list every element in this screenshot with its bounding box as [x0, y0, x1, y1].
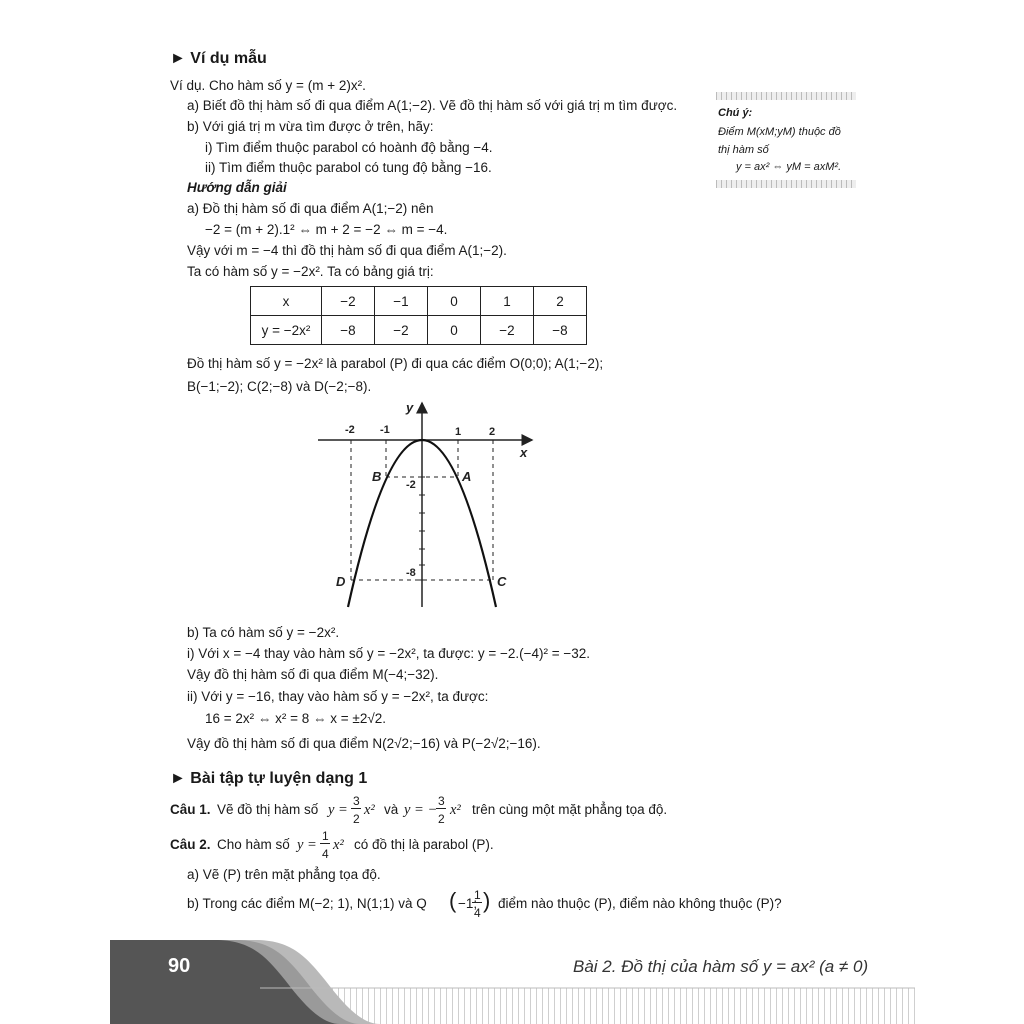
tick-label-x-2: 2 — [489, 426, 496, 438]
exercise-2-text-a: Cho hàm số — [217, 837, 290, 852]
section-title: ► Ví dụ mẫu — [170, 50, 267, 67]
footer-band — [110, 940, 915, 1024]
exercise-1-x1: x² — [364, 802, 375, 818]
exercise-1-den2: 2 — [438, 812, 445, 826]
exercise-1-y1: y = — [328, 802, 348, 818]
note-bottom-border — [716, 180, 856, 188]
example-intro: Ví dụ. Cho hàm số y = (m + 2)x². — [170, 78, 366, 93]
exercise-1-num2: 3 — [438, 794, 445, 808]
exercise-1-den1: 2 — [353, 812, 360, 826]
table-cell: 1 — [481, 287, 534, 316]
table-cell: −2 — [375, 316, 428, 345]
exercise-2-text-b: có đồ thị là parabol (P). — [354, 837, 494, 852]
value-table — [250, 286, 587, 345]
fraction-bar — [351, 808, 361, 809]
solution-b1: b) Ta có hàm số y = −2x². — [187, 625, 340, 640]
solution-b4: ii) Với y = −16, thay vào hàm số y = −2x², ta được: — [187, 689, 489, 704]
section-title-exercises: ► Bài tập tự luyện dạng 1 — [170, 770, 368, 787]
note-top-border — [716, 92, 856, 100]
exercise-1-text-a: Vẽ đồ thị hàm số — [217, 802, 319, 817]
exercise-2-part-b2: điểm nào thuộc (P), điểm nào không thuộc (P)? — [498, 896, 782, 911]
table-cell: −2 — [481, 316, 534, 345]
exercise-2-num: 1 — [322, 829, 329, 843]
exercise-1-label: Câu 1. — [170, 802, 211, 817]
fraction-bar — [436, 808, 446, 809]
parabola-graph — [300, 395, 540, 615]
table-cell: −8 — [534, 316, 587, 345]
exercise-2-den: 4 — [322, 847, 329, 861]
example-part-a: a) Biết đồ thị hàm số đi qua điểm A(1;−2). Vẽ đồ thị hàm số với giá trị m tìm được. — [187, 98, 678, 113]
point-label-d: D — [336, 574, 346, 589]
exercise-2-part-b1: b) Trong các điểm M(−2; 1), N(1;1) và Q — [187, 896, 427, 911]
table-cell: −8 — [322, 316, 375, 345]
exercise-2-x: x² — [333, 837, 344, 853]
example-part-bii: ii) Tìm điểm thuộc parabol có tung độ bằng −16. — [205, 160, 492, 175]
exercise-2-q-den: 4 — [474, 906, 481, 920]
solution-a2: −2 = (m + 2).1² ⇔ m + 2 = −2 ⇔ m = −4. — [205, 222, 448, 237]
tick-label-x-m2: -2 — [345, 424, 355, 436]
solution-a5: Đồ thị hàm số y = −2x² là parabol (P) đi qua các điểm O(0;0); A(1;−2); — [187, 356, 604, 371]
solution-b3: Vậy đồ thị hàm số đi qua điểm M(−4;−32). — [187, 667, 439, 682]
exercise-2-part-a: a) Vẽ (P) trên mặt phẳng tọa độ. — [187, 867, 381, 882]
example-part-b: b) Với giá trị m vừa tìm được ở trên, hãy: — [187, 119, 434, 134]
exercise-2-label: Câu 2. — [170, 837, 211, 852]
exercise-1-and: và — [384, 802, 399, 817]
side-note — [716, 92, 856, 188]
lesson-title: Bài 2. Đồ thị của hàm số y = ax² (a ≠ 0) — [573, 957, 869, 976]
page-number: 90 — [168, 955, 191, 977]
exercise-1-text-b: trên cùng một mặt phẳng tọa độ. — [472, 802, 668, 817]
fraction-bar — [320, 843, 330, 844]
solution-a3: Vậy với m = −4 thì đồ thị hàm số đi qua điểm A(1;−2). — [187, 243, 507, 258]
note-title: Chú ý: — [718, 107, 753, 119]
tick-label-y-m8: -8 — [406, 567, 416, 579]
axis-label-y: y — [406, 400, 414, 415]
example-part-bi: i) Tìm điểm thuộc parabol có hoành độ bằng −4. — [205, 140, 493, 155]
table-row — [251, 287, 587, 316]
tick-label-y-m2: -2 — [406, 479, 416, 491]
solution-b5: 16 = 2x² ⇔ x² = 8 ⇔ x = ±2√2. — [205, 711, 387, 726]
exercise-2-y: y = — [297, 837, 317, 853]
exercise-2-q-x: −1; — [458, 896, 478, 911]
paren-close: ) — [483, 888, 491, 913]
paren-open: ( — [449, 888, 457, 913]
solution-title: Hướng dẫn giải — [187, 180, 287, 195]
point-label-c: C — [497, 574, 507, 589]
table-cell: 0 — [428, 287, 481, 316]
note-line-2: thị hàm số — [718, 144, 769, 156]
fraction-bar — [472, 902, 482, 903]
note-line-3: y = ax² ⇔ yM = axM². — [736, 161, 842, 173]
tick-label-x-m1: -1 — [380, 424, 390, 436]
exercise-1-y2: y = − — [404, 802, 438, 818]
point-label-a: A — [462, 469, 472, 484]
table-cell: −2 — [322, 287, 375, 316]
solution-a4: Ta có hàm số y = −2x². Ta có bảng giá trị: — [187, 264, 434, 279]
solution-a6: B(−1;−2); C(2;−8) và D(−2;−8). — [187, 379, 372, 394]
table-cell: 0 — [428, 316, 481, 345]
table-cell: y = −2x² — [251, 316, 322, 345]
table-cell: −1 — [375, 287, 428, 316]
exercise-1-x2: x² — [450, 802, 461, 818]
point-label-b: B — [372, 469, 382, 484]
table-cell: x — [251, 287, 322, 316]
solution-b6: Vậy đồ thị hàm số đi qua điểm N(2√2;−16) và P(−2√2;−16). — [187, 736, 541, 751]
axis-label-x: x — [520, 445, 528, 460]
solution-a1: a) Đồ thị hàm số đi qua điểm A(1;−2) nên — [187, 201, 434, 216]
table-row — [251, 316, 587, 345]
exercise-2-q-num: 1 — [474, 888, 481, 902]
solution-b2: i) Với x = −4 thay vào hàm số y = −2x², ta được: y = −2.(−4)² = −32. — [187, 646, 591, 661]
table-cell: 2 — [534, 287, 587, 316]
tick-label-x-1: 1 — [455, 426, 462, 438]
exercise-1-num1: 3 — [353, 794, 360, 808]
note-line-1: Điểm M(xM;yM) thuộc đồ — [718, 126, 841, 138]
